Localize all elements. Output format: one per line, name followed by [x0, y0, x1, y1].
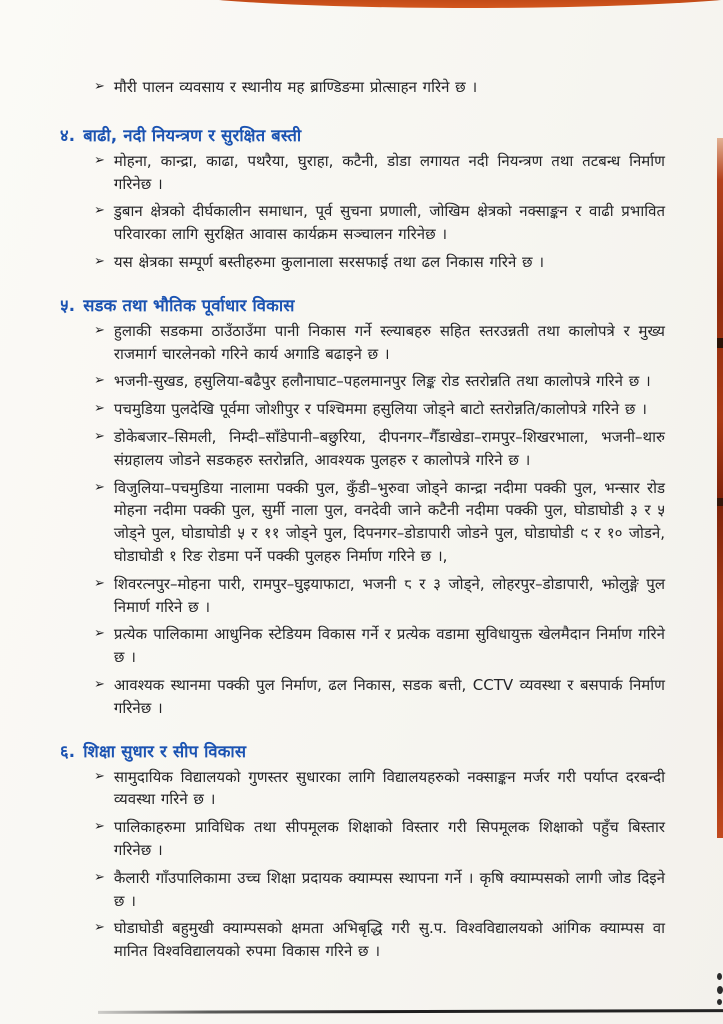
list-item: [94, 76, 665, 99]
section-heading-4: [60, 123, 665, 146]
bullet-text: कैलारी गाँउपालिकामा उच्च शिक्षा प्रदायक क्याम्पस स्थापना गर्ने । कृषि क्याम्पसको लागी जोड दिइने छ ।: [113, 868, 666, 910]
bullet-arrow-icon: ➢: [94, 768, 105, 784]
bullet-arrow-icon: ➢: [94, 920, 105, 936]
bullet-text: डुबान क्षेत्रको दीर्घकालीन समाधान, पूर्व सुचना प्रणाली, जोखिम क्षेत्रको नक्साङ्कन र वाढी प्रभावित परिवारका लागि सुरक्षित आवास कार्यक्रम सञ्चालन गरिनेछ ।: [113, 202, 665, 244]
list-item: [94, 917, 665, 963]
section-6-bullet-list: [60, 766, 665, 963]
section-title: सडक तथा भौतिक पूर्वाधार विकास: [83, 295, 295, 315]
bullet-text: हुलाकी सडकमा ठाउँठाउँमा पानी निकास गर्ने स्ल्याबहरु सहित स्तरउन्नती तथा कालोपत्रे र मुख्य राजमार्ग चारलेनको गरिने कार्य अगाडि बढाइने छ ।: [113, 321, 665, 363]
bullet-arrow-icon: ➢: [94, 819, 105, 835]
list-item: [94, 320, 665, 366]
bullet-text: सामुदायिक विद्यालयको गुणस्तर सुधारका लागि विद्यालयहरुको नक्साङ्कन मर्जर गरी पर्याप्त दरबन्दी व्यवस्था गरिने छ ।: [113, 767, 665, 809]
bullet-arrow-icon: ➢: [94, 479, 105, 495]
list-item: [94, 766, 665, 812]
bullet-text: शिवरत्नपुर–मोहना पारी, रामपुर–घुइयाफाटा, भजनी ८ र ३ जोड्ने, लोहरपुर–डोडापारी, झोलुङ्गे पुल निमार्ण गरिने छ ।: [113, 574, 665, 616]
section-number: ५.: [60, 295, 76, 315]
list-item: [94, 816, 665, 862]
bullet-arrow-icon: ➢: [94, 253, 105, 269]
list-item: [94, 573, 665, 619]
bullet-text: घोडाघोडी बहुमुखी क्याम्पसको क्षमता अभिबृद्धि गरी सु.प. विश्वविद्यालयको आंगिक क्याम्पस वा मानित विश्वविद्यालयको रुपमा विकास गरिने छ ।: [113, 919, 665, 961]
scan-right-edge: [717, 138, 723, 838]
bullet-text: पचमुडिया पुलदेखि पूर्वमा जोशीपुर र पश्चिममा हसुलिया जोड्ने बाटो स्तरोन्नति/कालोपत्रे गरिने छ ।: [113, 400, 647, 419]
list-item: [94, 398, 665, 421]
list-item: [94, 370, 665, 393]
scan-right-edge-mark: [717, 498, 723, 506]
bullet-text: मोहना, कान्द्रा, काढा, पथरैया, घुराहा, कटैनी, डोडा लगायत नदी नियन्त्रण तथा तटबन्ध निर्माण गरिनेछ ।: [113, 151, 665, 193]
bullet-arrow-icon: ➢: [94, 79, 105, 94]
list-item: [94, 477, 665, 568]
section-heading-6: [60, 739, 665, 762]
bullet-text: आवश्यक स्थानमा पक्की पुल निर्माण, ढल निकास, सडक बत्ती, CCTV व्यवस्था र बसपार्क निर्माण गरिनेछ ।: [113, 675, 665, 717]
bullet-arrow-icon: ➢: [94, 626, 105, 642]
binding-dot: [717, 999, 722, 1005]
list-item: [94, 623, 665, 669]
bullet-arrow-icon: ➢: [94, 373, 105, 389]
section-number: ४.: [60, 125, 76, 145]
bullet-text: मौरी पालन व्यवसाय र स्थानीय मह ब्राण्डिङमा प्रोत्साहन गरिने छ ।: [113, 78, 478, 96]
bullet-arrow-icon: ➢: [94, 152, 105, 168]
section-number: ६.: [60, 741, 76, 761]
binding-dot: [717, 973, 722, 980]
bullet-text: भजनी-सुखड, हसुलिया-बढैपुर हलौनाघाट–पहलमानपुर लिङ्क रोड स्तरोन्नति तथा कालोपत्रे गरिने छ ।: [113, 372, 651, 391]
list-item: [94, 426, 665, 472]
bullet-arrow-icon: ➢: [94, 203, 105, 219]
scan-top-edge: [150, 0, 723, 8]
bullet-text: यस क्षेत्रका सम्पूर्ण बस्तीहरुमा कुलानाला सरसफाई तथा ढल निकास गरिने छ ।: [113, 252, 545, 271]
bullet-text: प्रत्येक पालिकामा आधुनिक स्टेडियम विकास गर्ने र प्रत्येक वडामा सुविधायुक्त खेलमैदान निर्माण गरिने छ ।: [113, 625, 665, 667]
bullet-arrow-icon: ➢: [94, 322, 105, 338]
scan-right-edge-mark: [717, 338, 723, 348]
list-item: [94, 150, 665, 196]
section-heading-5: [60, 293, 665, 316]
bullet-arrow-icon: ➢: [94, 575, 105, 591]
bullet-text: डोकेबजार–सिमली, निम्दी–साँडेपानी–बछुरिया, दीपनगर–गैँडाखेडा–रामपुर–शिखरभाला, भजनी–थारु संग्रहालय जोडने सडकहरु स्तरोन्नति, आवश्यक पुलहरु र कालोपत्रे गरिने छ ।: [113, 427, 665, 469]
list-item: [94, 867, 665, 913]
bullet-arrow-icon: ➢: [94, 401, 105, 417]
section-5-bullet-list: [60, 320, 665, 720]
bullet-text: विजुलिया–पचमुडिया नालामा पक्की पुल, कुँडी–भुरुवा जोड्ने कान्द्रा नदीमा पक्की पुल, भन्सार रोड मोहना नदीमा पक्की पुल, सुर्मी नाला पुल, वनदेवी जाने कटैनी नदीमा पक्की पुल, घोडाघोडी ३ र ५ जोड्ने पुल, घोडाघोडी ५ र ११ जोड्ने पुल, दिपनगर–डोडापारी जोडने पुल, घोडाघोडी ९ र १० जोडने, घोडाघोडी १ रिङ रोडमा पर्ने पक्की पुलहरु निर्माण गरिने छ ।,: [113, 478, 665, 565]
section-4-bullet-list: [60, 150, 665, 274]
section-title: शिक्षा सुधार र सीप विकास: [83, 741, 247, 761]
list-item: [94, 251, 665, 274]
intro-bullet-list: [60, 76, 665, 99]
bullet-arrow-icon: ➢: [94, 869, 105, 885]
bullet-arrow-icon: ➢: [94, 428, 105, 444]
bullet-arrow-icon: ➢: [94, 676, 105, 692]
bullet-text: पालिकाहरुमा प्राविधिक तथा सीपमूलक शिक्षाको विस्तार गरी सिपमूलक शिक्षाको पहुँच बिस्तार गरिनेछ ।: [113, 818, 665, 859]
page-content: [60, 76, 665, 968]
section-title: बाढी, नदी नियन्त्रण र सुरक्षित बस्ती: [83, 125, 302, 145]
binding-dot: [717, 986, 723, 994]
list-item: [94, 674, 665, 720]
scan-bottom-line: [98, 1009, 723, 1014]
list-item: [94, 200, 665, 246]
